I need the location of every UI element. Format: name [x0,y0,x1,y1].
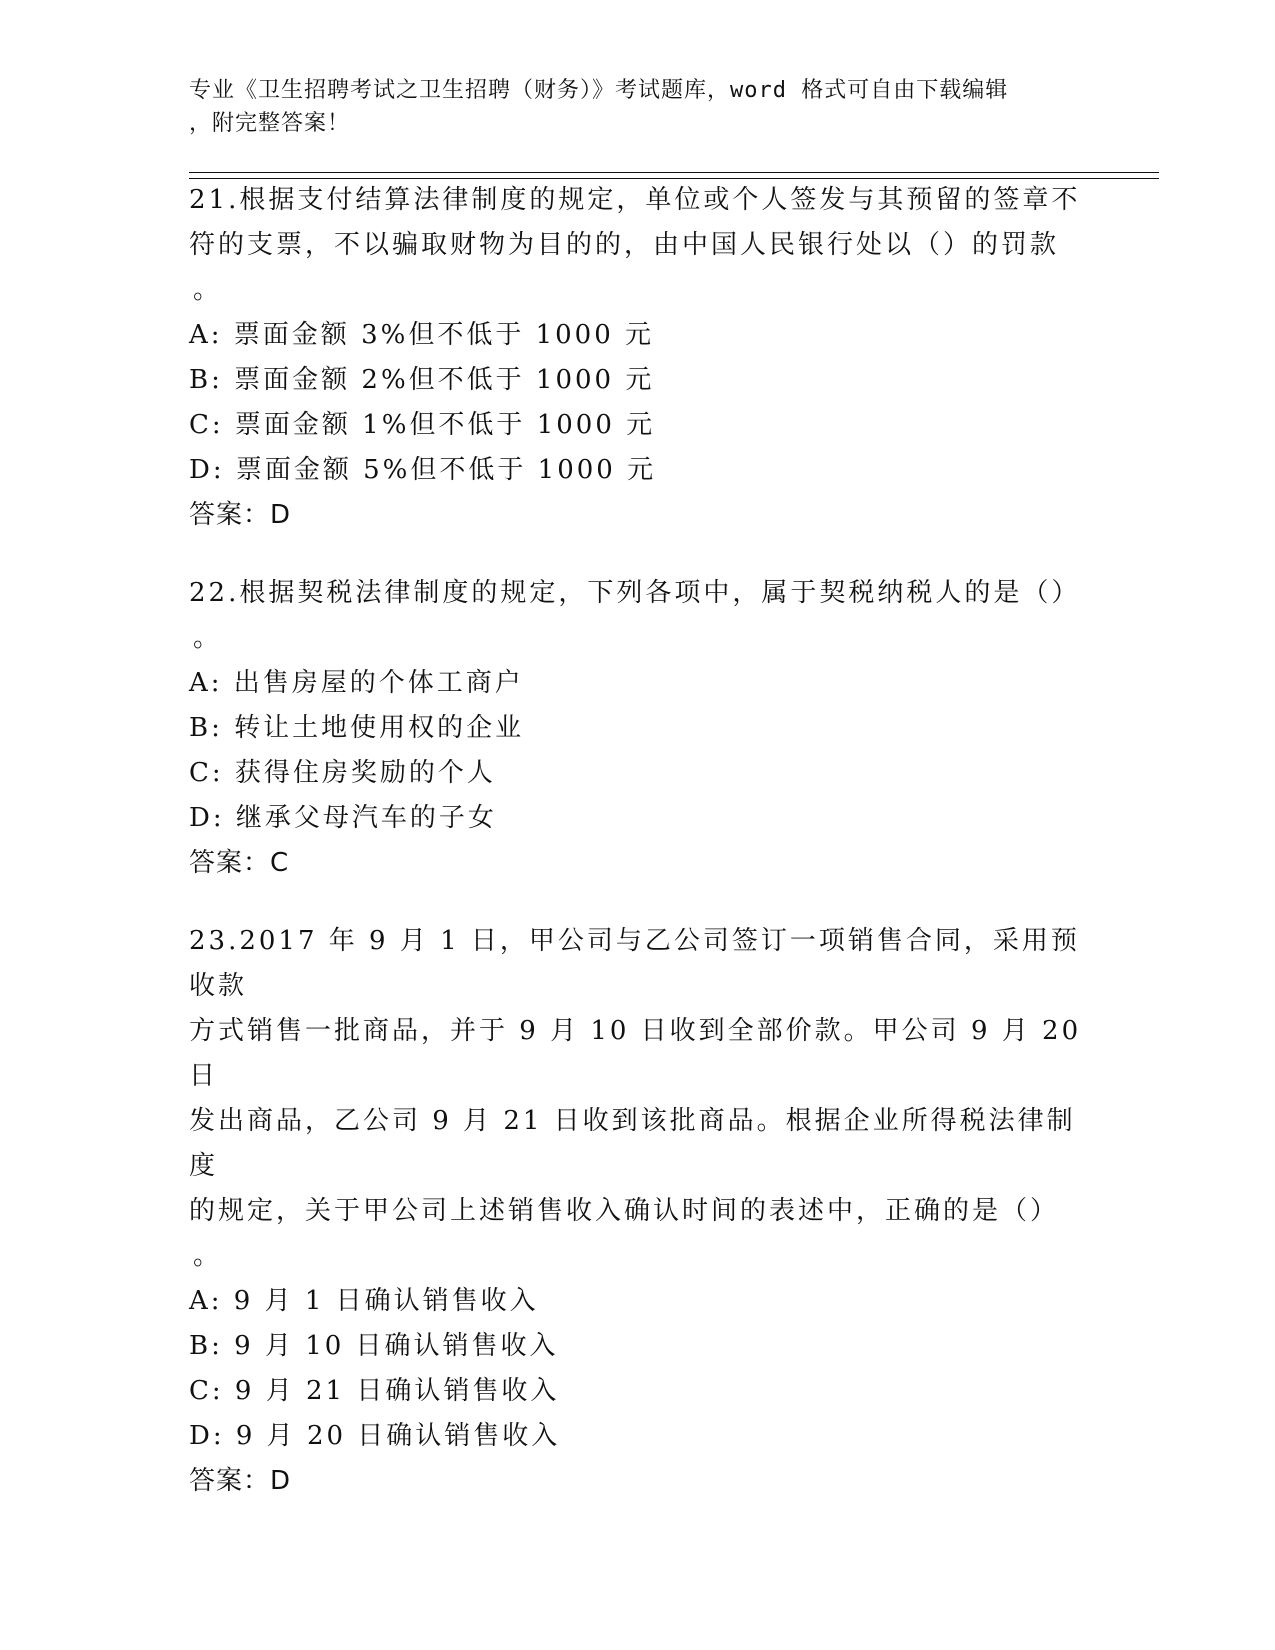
header-line-1: 专业《卫生招聘考试之卫生招聘（财务）》考试题库，word 格式可自由下载编辑 [189,78,1009,103]
question-23 [189,919,1089,1504]
answer: 答案：D [189,1466,292,1496]
header-divider-top [189,172,1159,173]
option-b: B: 票面金额 2%但不低于 1000 元 [189,365,655,395]
option-d: D: 继承父母汽车的子女 [189,803,497,833]
document-header [189,74,1089,140]
question-text-line: 方式销售一批商品，并于 9 月 10 日收到全部价款。甲公司 9 月 20 日 [189,1016,1082,1091]
question-21 [189,178,1089,538]
question-text-line: 符的支票，不以骗取财物为目的的，由中国人民银行处以（）的罚款 [189,230,1060,260]
question-22 [189,571,1089,886]
question-text-line: 23.2017 年 9 月 1 日，甲公司与乙公司签订一项销售合同，采用预收款 [189,926,1080,1001]
question-text-line: 21.根据支付结算法律制度的规定，单位或个人签发与其预留的签章不 [189,185,1081,215]
option-a: A: 票面金额 3%但不低于 1000 元 [189,320,655,350]
question-end-mark: 。 [193,1241,223,1271]
option-c: C: 获得住房奖励的个人 [189,758,496,788]
option-d: D: 9 月 20 日确认销售收入 [189,1421,561,1451]
answer: 答案：C [189,848,290,878]
question-end-mark: 。 [193,275,223,305]
option-a: A: 出售房屋的个体工商户 [189,668,524,698]
option-b: B: 转让土地使用权的企业 [189,713,525,743]
question-text-line: 22.根据契税法律制度的规定，下列各项中，属于契税纳税人的是（） [189,578,1081,608]
option-d: D: 票面金额 5%但不低于 1000 元 [189,455,657,485]
option-b: B: 9 月 10 日确认销售收入 [189,1331,559,1361]
answer: 答案：D [189,500,292,530]
header-line-2: ，附完整答案！ [189,111,351,136]
question-text-line: 发出商品，乙公司 9 月 21 日收到该批商品。根据企业所得税法律制度 [189,1106,1076,1181]
question-text-line: 的规定，关于甲公司上述销售收入确认时间的表述中，正确的是（） [189,1196,1060,1226]
question-end-mark: 。 [193,623,223,653]
option-a: A: 9 月 1 日确认销售收入 [189,1286,539,1316]
option-c: C: 票面金额 1%但不低于 1000 元 [189,410,656,440]
option-c: C: 9 月 21 日确认销售收入 [189,1376,560,1406]
